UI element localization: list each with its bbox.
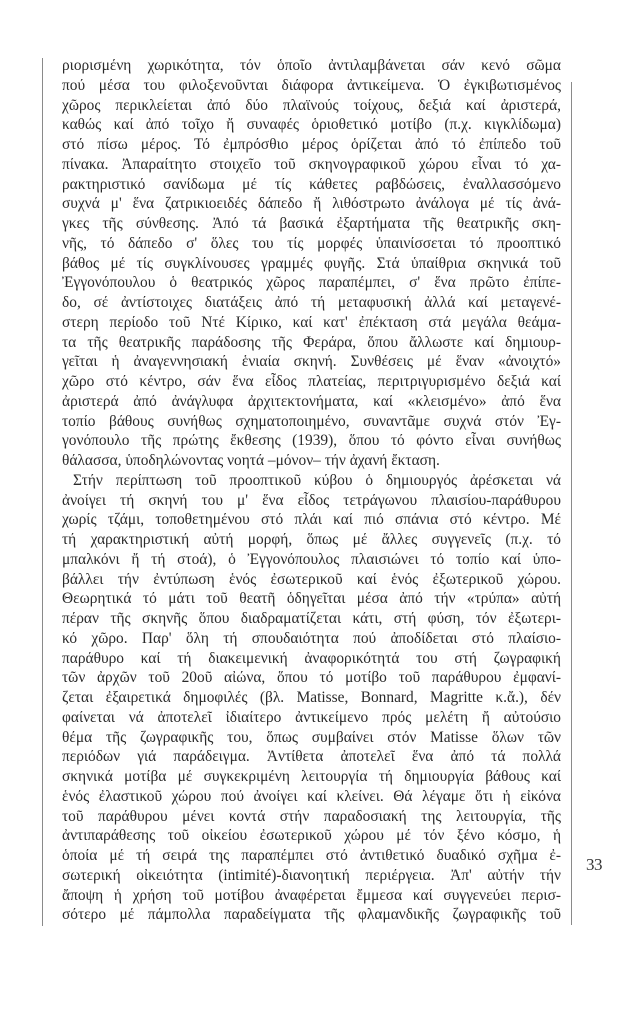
text-line: Θεωρητικά τό μάτι τοῦ θεατῆ ὁδηγεῖται μέσα ἀπό τήν «τρύπα» αὐτή <box>62 590 561 608</box>
text-line: πίνακα. Ἀπαραίτητο στοιχεῖο τοῦ σκηνογραφικοῦ χώρου εἶναι τό χα- <box>62 155 561 173</box>
text-line: γεῖται ἡ ἀναγεννησιακή ἑνιαία σκηνή. Συνθέσεις μέ ἕναν «ἀνοιχτό» <box>62 353 561 371</box>
text-line: παράθυρο καί τή διακειμενική ἀναφορικότητά του στή ζωγραφική <box>62 649 561 667</box>
text-line: γκες τῆς σύνθεσης. Ἀπό τά βασικά ἐξαρτήματα τῆς θεατρικῆς σκη- <box>62 215 561 232</box>
text-line: πού μέσα του φιλοξενοῦνται διάφορα ἀντικείμενα. Ὁ ἐγκιβωτισμένος <box>62 76 561 94</box>
text-line: Ἐγγονόπουλου ὁ θεατρικός χῶρος παραπέμπει, σ' ἕνα πρῶτο ἐπίπε- <box>62 274 561 292</box>
text-line: καθώς καί ἀπό τοῖχο ἤ συναφές ὁριοθετικό μοτίβο (π.χ. κιγκλίδωμα) <box>62 116 561 134</box>
text-line: χῶρος περικλείεται ἀπό δύο πλαϊνούς τοίχους, δεξιά καί ἀριστερά, <box>62 96 561 114</box>
text-line: δο, σέ ἀντίστοιχες διατάξεις ἀπό τή μεταφυσική ἀλλά καί μεταγενέ- <box>62 294 561 311</box>
text-line: σωτερική οἰκειότητα (intimité)-διανοητική περιέργεια. Ἀπ' αὐτήν τήν <box>62 866 561 884</box>
text-line: ἀνοίγει τή σκηνή του μ' ἕνα εἶδος τετράγωνου πλαισίου-παράθυρου <box>62 491 561 509</box>
text-line: κό χῶρο. Παρ' ὅλη τή σπουδαιότητα πού ἀποδίδεται στό πλαίσιο- <box>62 629 561 647</box>
page-number: 33 <box>586 855 602 874</box>
text-line: ὁποία μέ τή σειρά της παραπέμπει στό ἀντιθετικό δυαδικό σχῆμα ἐ- <box>62 847 561 864</box>
left-margin-rule <box>42 58 43 926</box>
text-line: τοπίο βάθους συνήθως σχηματοποιημένο, συναντᾶμε συχνά στόν Ἐγ- <box>62 412 561 430</box>
right-margin-rule <box>571 82 572 925</box>
text-line: τῶν ἀρχῶν τοῦ 20οῦ αἰώνα, ὅπου τό μοτίβο τοῦ παράθυρου ἐμφανί- <box>62 669 561 687</box>
text-line: σότερο μέ πάμπολλα παραδείγματα τῆς φλαμανδικῆς ζωγραφικῆς τοῦ <box>62 906 561 924</box>
text-line: ἀντιπαράθεσης τοῦ οἰκείου ἐσωτερικοῦ χώρου μέ τόν ξένο κόσμο, ἡ <box>62 827 561 845</box>
text-line: θάλασσα, ὑποδηλώνοντας νοητά –μόνον– τήν ἀχανή ἔκταση. <box>62 452 440 469</box>
text-line: νῆς, τό δάπεδο σ' ὅλες του τίς μορφές ὑπαινίσσεται τό προοπτικό <box>62 234 561 252</box>
text-line: συχνά μ' ἕνα ζατρικιοειδές δάπεδο ἤ λιθόστρωτο ἀνάλογα μέ τίς ἀνά- <box>62 195 561 213</box>
text-line: φαίνεται νά ἀποτελεῖ ἰδιαίτερο ἀντικείμενο πρός μελέτη ἤ αὐτούσιο <box>62 708 561 726</box>
text-line: ἄποψη ἡ χρήση τοῦ μοτίβου ἀναφέρεται ἔμμεσα καί συγγενεύει περισ- <box>62 886 561 904</box>
paragraph-2 <box>62 471 561 925</box>
text-line: στό πίσω μέρος. Τό ἐμπρόσθιο μέρος ὁρίζεται ἀπό τό ἐπίπεδο τοῦ <box>62 136 561 153</box>
text-line: ἀριστερά ἀπό ἀνάγλυφα ἀρχιτεκτονήματα, καί «κλεισμένο» ἀπό ἕνα <box>62 392 561 410</box>
text-line: μπαλκόνι ἤ τή στοά), ὁ Ἐγγονόπουλος πλαισιώνει τό τοπίο καί ὑπο- <box>62 550 561 568</box>
text-line: τοῦ παράθυρου μένει κοντά στήν παραδοσιακή της λειτουργία, τῆς <box>62 807 561 825</box>
body-text <box>62 56 561 925</box>
text-line: ρακτηριστικό σανίδωμα μέ τίς κάθετες ραβδώσεις, ἐναλλασσόμενο <box>62 175 561 193</box>
paragraph-1 <box>62 56 561 471</box>
text-line: Στήν περίπτωση τοῦ προοπτικοῦ κύβου ὁ δημιουργός ἀρέσκεται νά <box>73 471 561 489</box>
text-line: τα τῆς θεατρικῆς παράδοσης τῆς Φεράρα, ὅπου ἄλλωστε καί δημιουρ- <box>62 333 561 351</box>
text-line: ἑνός ἐλαστικοῦ χώρου πού ἀνοίγει καί κλείνει. Θά λέγαμε ὅτι ἡ εἰκόνα <box>62 787 561 805</box>
text-line: θέμα τῆς ζωγραφικῆς του, ὅπως συμβαίνει στόν Matisse ὅλων τῶν <box>62 728 561 746</box>
text-line: χωρίς τζάμι, τοποθετημένου στό πλάι καί πιό σπάνια στό κέντρο. Μέ <box>62 511 561 529</box>
text-line: ζεται ἐξαιρετικά δημοφιλές (βλ. Matisse, Bonnard, Magritte κ.ἄ.), δέν <box>62 689 561 706</box>
text-line: στερη περίοδο τοῦ Ντέ Κίρικο, καί κατ' ἐπέκταση στά μεγάλα θεάμα- <box>62 313 561 331</box>
text-line: περιόδων γιά παράδειγμα. Ἀντίθετα ἀποτελεῖ ἕνα ἀπό τά πολλά <box>62 748 561 766</box>
text-line: σκηνικά μοτίβα μέ συγκεκριμένη λειτουργία τή δημιουργία βάθους καί <box>62 768 561 785</box>
text-line: βάθος μέ τίς συγκλίνουσες γραμμές φυγῆς. Στά ὑπαίθρια σκηνικά τοῦ <box>62 254 561 272</box>
text-line: γονόπουλο τῆς πρώτης ἔκθεσης (1939), ὅπου τό φόντο εἶναι συνήθως <box>62 432 561 450</box>
text-line: πέραν τῆς σκηνῆς ὅπου διαδραματίζεται κάτι, στή φύση, τόν ἐξωτερι- <box>62 610 561 627</box>
text-line: ριορισμένη χωρικότητα, τόν ὁποῖο ἀντιλαμβάνεται σάν κενό σῶμα <box>62 57 561 74</box>
text-line: βάλλει τήν ἐντύπωση ἑνός ἐσωτερικοῦ καί ἑνός ἐξωτερικοῦ χώρου. <box>62 570 561 588</box>
text-line: χῶρο στό κέντρο, σάν ἕνα εἶδος πλατείας, περιτριγυρισμένο δεξιά καί <box>62 373 561 390</box>
text-line: τή χαρακτηριστική αὐτή μορφή, ὅπως μέ ἄλλες συγγενεῖς (π.χ. τό <box>62 531 561 548</box>
